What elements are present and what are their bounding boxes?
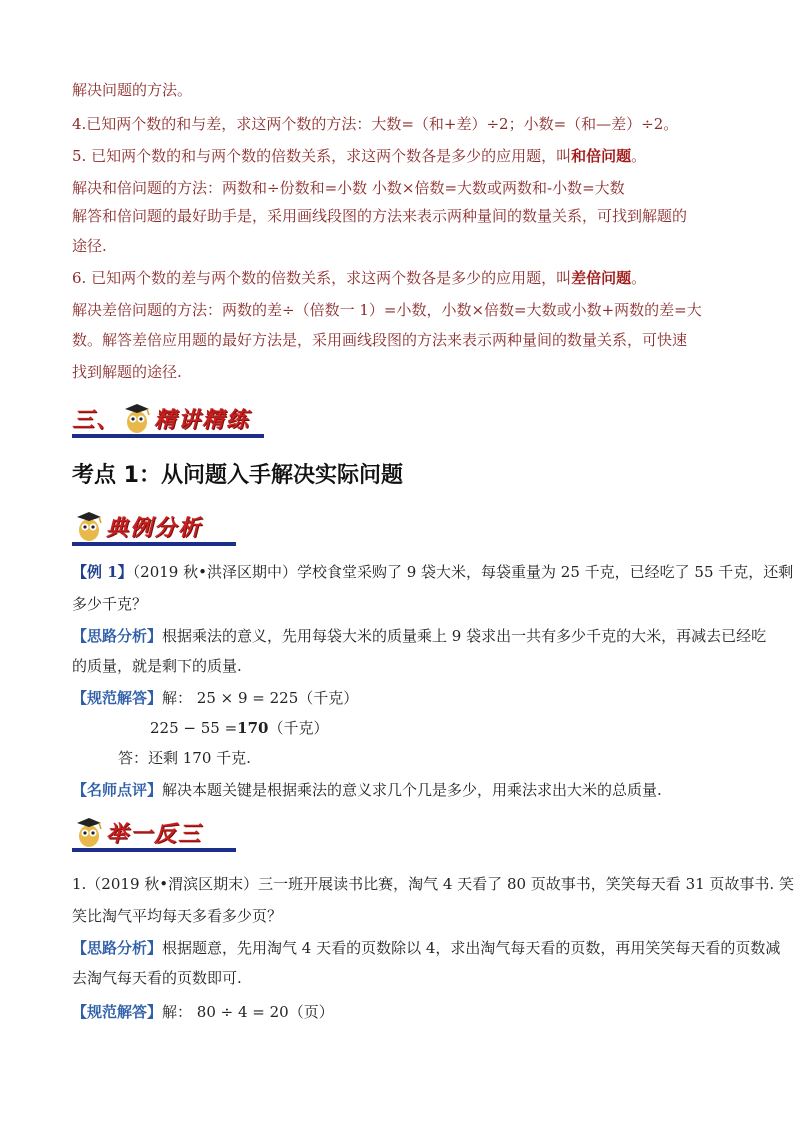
banner-title: 举一反三 <box>106 821 203 847</box>
text-line: 找到解题的途径. <box>72 363 182 381</box>
answer-line <box>72 688 358 708</box>
text-line: 数。解答差倍应用题的最好方法是，采用画线段图的方法来表示两种量间的数量关系，可快速 <box>72 331 688 349</box>
section-banner <box>72 398 264 438</box>
banner-title: 典例分析 <box>106 515 203 541</box>
owl-mascot-icon <box>74 508 104 542</box>
example-question <box>72 562 793 582</box>
answer-step <box>150 718 329 738</box>
text-span: 。 <box>631 269 647 287</box>
analysis-tag: 【思路分析】 <box>72 939 163 957</box>
banner-prefix: 三、 <box>72 407 121 433</box>
section-banner <box>72 812 236 852</box>
page-heading: 考点 1：从问题入手解决实际问题 <box>72 463 403 488</box>
owl-mascot-icon <box>122 400 152 434</box>
text-span: 解： 25 × 9 = 225（千克） <box>162 689 359 707</box>
answer-tag: 【规范解答】 <box>72 1003 163 1021</box>
analysis-line <box>72 938 780 958</box>
text-span: 根据题意，先用淘气 4 天看的页数除以 4，求出淘气每天看的页数，再用笑笑每天看的页数减 <box>162 939 781 957</box>
text-line: 多少千克？ <box>72 595 148 613</box>
text-line <box>72 268 646 288</box>
analysis-line <box>72 626 766 646</box>
example-tag: 【例 1】 <box>72 563 133 581</box>
answer-tag: 【规范解答】 <box>72 689 163 707</box>
comment-tag: 【名师点评】 <box>72 781 163 799</box>
text-span: 5. 已知两个数的和与两个数的倍数关系，求这两个数各是多少的应用题，叫 <box>72 147 572 165</box>
text-line: 4.已知两个数的和与差，求这两个数的方法：大数=（和+差）÷2；小数=（和—差）÷2。 <box>72 115 679 133</box>
text-span: 解： 80 ÷ 4 = 20（页） <box>162 1003 334 1021</box>
text-span: （千克） <box>268 719 329 737</box>
text-span: 。 <box>631 147 647 165</box>
answer-conclusion: 答：还剩 170 千克. <box>118 749 251 767</box>
text-span: （2019 秋•洪泽区期中）学校食堂采购了 9 袋大米，每袋重量为 25 千克，已经吃了 55 千克，还剩 <box>132 563 794 581</box>
text-line <box>72 146 646 166</box>
banner-title: 精讲精练 <box>154 407 251 433</box>
owl-mascot-icon <box>74 814 104 848</box>
text-line: 解答和倍问题的最好助手是，采用画线段图的方法来表示两种量间的数量关系，可找到解题的 <box>72 207 688 225</box>
text-line: 解决差倍问题的方法：两数的差÷（倍数一 1）=小数，小数×倍数=大数或小数+两数的差=大 <box>72 301 702 319</box>
text-span: 225 − 55 = <box>150 719 238 737</box>
term-highlight: 差倍问题 <box>571 269 632 287</box>
section-banner <box>72 506 236 546</box>
text-line: 笑比淘气平均每天多看多少页？ <box>72 907 283 925</box>
text-line: 解决问题的方法。 <box>72 81 193 99</box>
practice-question: 1.（2019 秋•渭滨区期末）三一班开展读书比赛，淘气 4 天看了 80 页故事书，笑笑每天看 31 页故事书. 笑 <box>72 875 794 893</box>
text-line: 去淘气每天看的页数即可. <box>72 969 242 987</box>
comment-line <box>72 780 662 800</box>
text-span: 根据乘法的意义，先用每袋大米的质量乘上 9 袋求出一共有多少千克的大米，再减去已经吃 <box>162 627 767 645</box>
text-line: 途径. <box>72 237 107 255</box>
term-highlight: 和倍问题 <box>571 147 632 165</box>
text-line: 的质量，就是剩下的质量. <box>72 657 242 675</box>
text-span: 6. 已知两个数的差与两个数的倍数关系，求这两个数各是多少的应用题，叫 <box>72 269 572 287</box>
analysis-tag: 【思路分析】 <box>72 627 163 645</box>
answer-line <box>72 1002 334 1022</box>
text-line: 解决和倍问题的方法：两数和÷份数和=小数 小数×倍数=大数或两数和-小数=大数 <box>72 179 625 197</box>
text-span: 解决本题关键是根据乘法的意义求几个几是多少，用乘法求出大米的总质量. <box>162 781 662 799</box>
result-value: 170 <box>237 719 269 737</box>
